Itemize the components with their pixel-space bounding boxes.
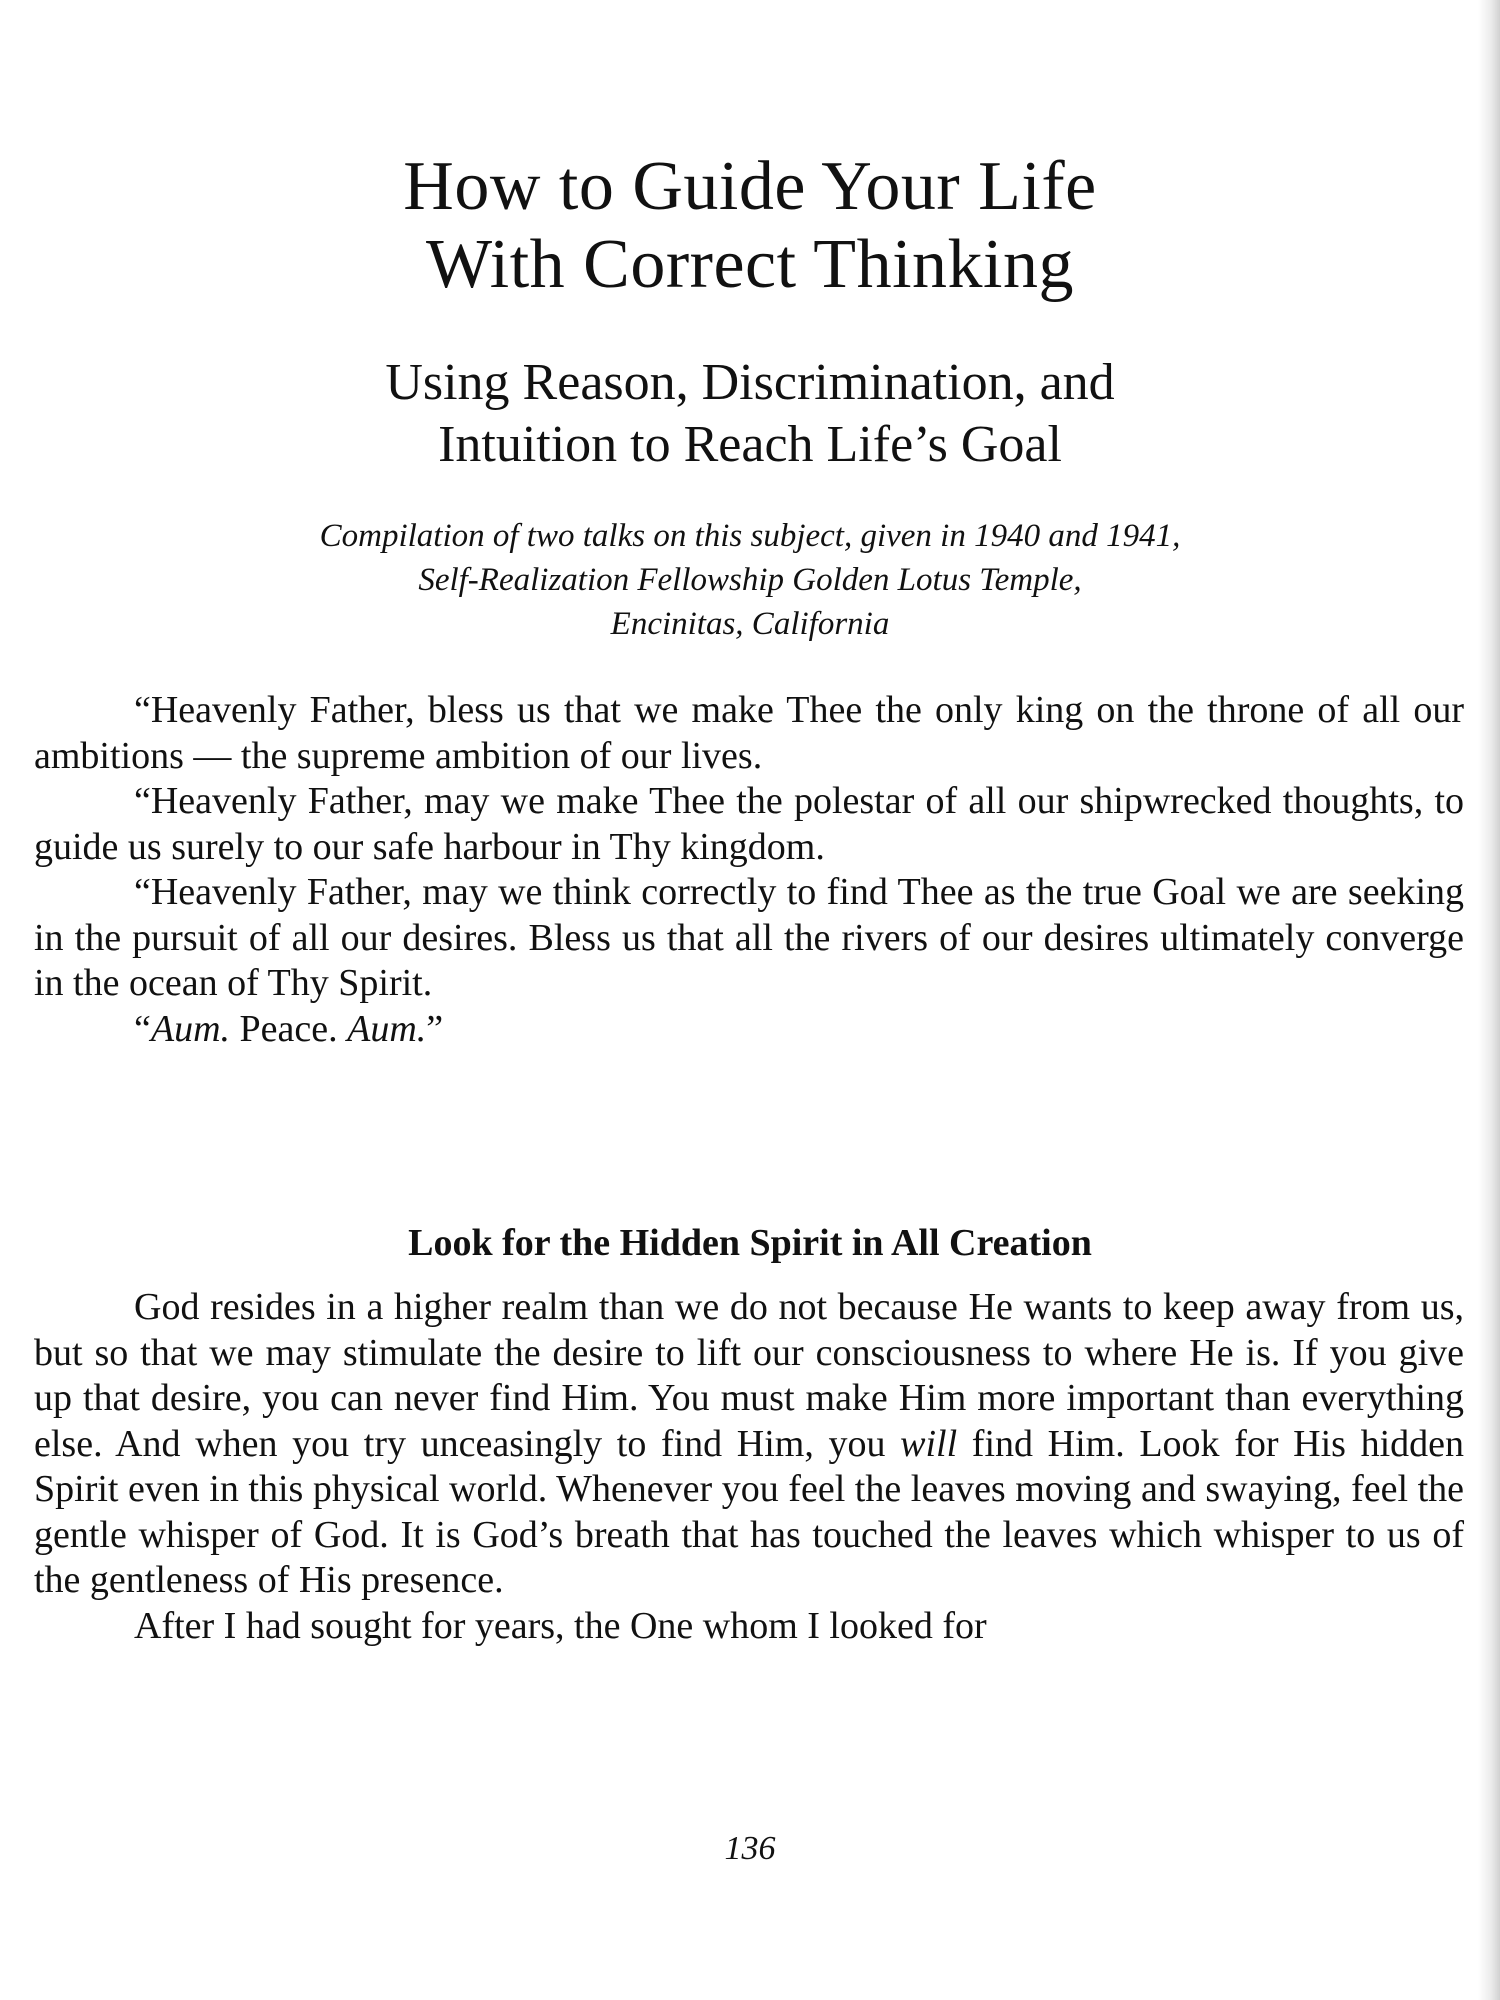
prayer-paragraph: “Heavenly Father, may we think correctly to find Thee as the true Goal we are seeking in the pursuit of all our desires. Bless us that all the rivers of our desires ultimately converge in the ocean of Thy Spirit. <box>34 871 1464 1004</box>
body-paragraph <box>34 1285 1464 1604</box>
main-text <box>34 1285 1464 1649</box>
open-quote: “ <box>134 1007 151 1050</box>
compilation-note-line-1: Compilation of two talks on this subject, given in 1940 and 1941, <box>319 518 1181 554</box>
chapter-title-line-2: With Correct Thinking <box>426 226 1074 303</box>
peace-word: Peace. <box>230 1007 348 1050</box>
prayer-closing-line <box>34 1007 1464 1053</box>
opening-prayer <box>34 688 1464 1052</box>
page-number: 136 <box>724 1830 776 1867</box>
aum-word-1: Aum. <box>150 1007 231 1050</box>
aum-word-2: Aum. <box>347 1007 427 1050</box>
compilation-note-line-3: Encinitas, California <box>610 606 890 642</box>
prayer-paragraph: “Heavenly Father, may we make Thee the polestar of all our shipwrecked thoughts, to guide us surely to our safe harbour in Thy kingdom. <box>34 780 1464 868</box>
chapter-subtitle <box>0 352 1500 476</box>
close-quote: ” <box>426 1007 444 1050</box>
section-heading: Look for the Hidden Spirit in All Creation <box>408 1222 1092 1264</box>
chapter-title-line-1: How to Guide Your Life <box>403 148 1097 225</box>
body-text-run: God resides in a higher realm than we do not because He wants to keep away from us, but so that we may stimulate the desire to lift our consciousness to where He is. If you give up that desire, you can never find Him. You must make Him more important than everything else. And when you try unceasingly to find Him, you <box>34 1286 1464 1465</box>
chapter-title <box>0 148 1500 304</box>
emphasis-will: will <box>900 1422 958 1465</box>
body-text-run: find Him. Look for His hidden Spirit even in this physical world. Whenever you feel the leaves moving and swaying, feel the gentle whisper of God. It is God’s breath that has touched the leaves which whisper to us of the gentleness of His presence. <box>34 1422 1464 1601</box>
chapter-subtitle-line-1: Using Reason, Discrimination, and <box>385 354 1115 411</box>
body-paragraph: After I had sought for years, the One whom I looked for <box>134 1604 987 1647</box>
compilation-note-line-2: Self-Realization Fellowship Golden Lotus Temple, <box>418 562 1082 598</box>
compilation-note <box>0 514 1500 646</box>
chapter-subtitle-line-2: Intuition to Reach Life’s Goal <box>438 416 1062 473</box>
prayer-paragraph: “Heavenly Father, bless us that we make Thee the only king on the throne of all our ambitions — the supreme ambition of our lives. <box>34 689 1464 777</box>
